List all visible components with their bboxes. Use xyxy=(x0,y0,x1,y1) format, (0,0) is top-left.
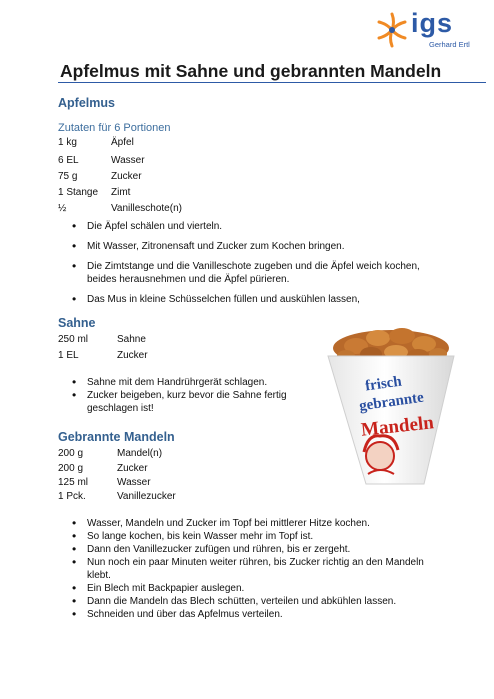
ingredient-qty: 200 g xyxy=(58,448,84,459)
list-item: • Die Zimtstange und die Vanilleschote zugeben und die Äpfel weich kochen, beides herausnehmen und die Äpfel pürieren. xyxy=(72,260,422,286)
ingredient-item: Wasser xyxy=(117,477,151,488)
apfelmus-steps xyxy=(72,220,422,306)
list-item: • Die Äpfel schälen und vierteln. xyxy=(72,220,422,233)
ingredient-item: Zimt xyxy=(111,187,131,198)
ingredient-qty: 125 ml xyxy=(58,477,89,488)
logo-burst-icon xyxy=(375,10,409,50)
ingredient-item: Vanilleschote(n) xyxy=(111,203,182,214)
list-item: • Ein Blech mit Backpapier auslegen. xyxy=(72,582,424,595)
ingredient-item: Vanillezucker xyxy=(117,491,176,502)
sahne-steps xyxy=(72,376,302,415)
ingredient-item: Zucker xyxy=(111,171,142,182)
ingredient-qty: ½ xyxy=(58,203,67,214)
apfelmus-subheading: Zutaten für 6 Portionen xyxy=(58,122,171,134)
ingredient-qty: 75 g xyxy=(58,171,78,182)
almond-cone-photo xyxy=(316,316,466,486)
list-item: • Dann den Vanillezucker zufügen und rühren, bis er zergeht. xyxy=(72,543,424,556)
ingredient-item: Mandel(n) xyxy=(117,448,163,459)
ingredient-item: Wasser xyxy=(111,155,145,166)
list-item: • Schneiden und über das Apfelmus verteilen. xyxy=(72,608,424,621)
ingredient-qty: 1 Stange xyxy=(58,187,99,198)
logo-subtitle: Gerhard Ertl xyxy=(429,40,470,49)
list-item: • Sahne mit dem Handrührgerät schlagen. xyxy=(72,376,302,389)
ingredient-item: Zucker xyxy=(117,463,148,474)
ingredient-item: Äpfel xyxy=(111,137,134,148)
ingredient-qty: 1 EL xyxy=(58,350,79,361)
cone-text-line3: Mandeln xyxy=(360,412,435,441)
list-item: • Dann die Mandeln das Blech schütten, verteilen und abkühlen lassen. xyxy=(72,595,424,608)
sahne-heading: Sahne xyxy=(58,316,96,330)
apfelmus-heading: Apfelmus xyxy=(58,96,115,110)
list-item: • Nun noch ein paar Minuten weiter rühren, bis Zucker richtig an den Mandeln klebt. xyxy=(72,556,424,582)
ingredient-qty: 1 Pck. xyxy=(58,491,86,502)
cone-text-line2: gebrannte xyxy=(358,389,425,415)
ingredient-item: Sahne xyxy=(117,334,146,345)
mandeln-steps xyxy=(72,517,424,621)
list-item: • Wasser, Mandeln und Zucker im Topf bei mittlerer Hitze kochen. xyxy=(72,517,424,530)
list-item: • Zucker beigeben, kurz bevor die Sahne fertig geschlagen ist! xyxy=(72,389,302,415)
ingredient-qty: 1 kg xyxy=(58,137,77,148)
page-title: Apfelmus mit Sahne und gebrannten Mandeln xyxy=(60,61,442,81)
ingredient-qty: 250 ml xyxy=(58,334,89,345)
list-item: • Das Mus in kleine Schüsselchen füllen und auskühlen lassen, xyxy=(72,293,422,306)
ingredient-qty: 200 g xyxy=(58,463,84,474)
list-item: • So lange kochen, bis kein Wasser mehr im Topf ist. xyxy=(72,530,424,543)
igs-logo xyxy=(375,10,485,52)
list-item: • Mit Wasser, Zitronensaft und Zucker zum Kochen bringen. xyxy=(72,240,422,253)
logo-brand-text: igs xyxy=(411,8,454,38)
title-divider xyxy=(58,82,486,83)
cone-text-line1: frisch xyxy=(364,373,403,395)
mandeln-heading: Gebrannte Mandeln xyxy=(58,430,175,444)
ingredient-qty: 6 EL xyxy=(58,155,79,166)
ingredient-item: Zucker xyxy=(117,350,148,361)
